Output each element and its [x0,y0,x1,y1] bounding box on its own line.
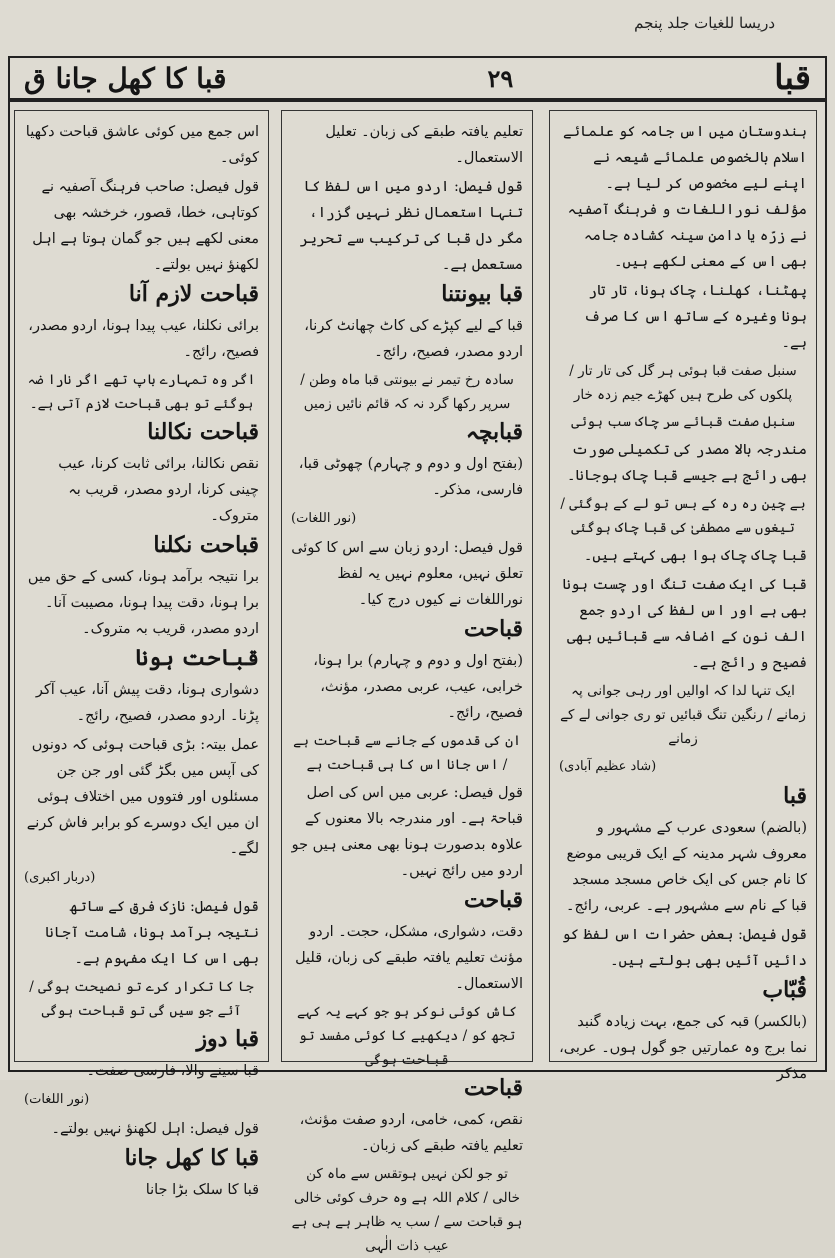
text-frame [8,100,827,1254]
page-number: ۲۹ [487,63,514,93]
paragraph: ہندوستان میں اس جامہ کو علمائے اسلام بالخصوص علمائے شیعہ نے اپنے لیے مخصوص کر لیا ہے۔ مؤلف نوراللغات و فرہنگ آصفیہ نے زرّہ یا دامنِ سینہ کشادہ جامہ بھی اس کے معنی لکھے ہیں۔ [563,124,807,270]
paragraph: قول فیصل: نازک فرق کے ساتھ نتیجہ برآمد ہونا، شامت آجانا بھی اس کا ایک مفہوم ہے۔ [45,899,259,967]
paragraph: اس جمع میں کوئی عاشق قباحت دکھیا کوئی۔ [25,124,259,166]
headword: قباحت نکلنا [153,532,259,558]
column-left [14,110,269,1198]
verse: تو جو لکن نہیں ہوتقس سے ماہ کن خالی / کلام اللہ ہے وہ حرف کوئی خالی ہو قباحت سے / سب یہ ظاہر ہے ہی ہے عیب ذات الٰہی [291,1166,523,1254]
verse: اگر وہ تمہارے باپ تھے اگر نارا ضہ ہوگئے تو بھی قباحت لازم آتی ہے۔ [27,372,256,412]
headword: قبا دوز [196,1026,259,1052]
headword: قبا بیونتنا [441,281,523,307]
paragraph: مندرجہ بالا مصدر کی تکمیلی صورت بھی رائج ہے جیسے قبا چاک ہوجانا۔ [566,442,807,484]
paragraph: قول فیصل: اہل لکھنؤ نہیں بولتے۔ [51,1121,259,1137]
headword: قباحت [463,887,523,913]
source-citation: (نور اللغات) [24,1092,90,1107]
verse: بے چین رہ رہ کے بس تو لے کے ہوگئی / تیغوں سے مصطفیٰ کی قبا چاک ہوگئی [560,496,806,536]
paragraph: قول فیصل: صاحب فرہنگ آصفیہ نے کوتاہی، خطا، قصور، خرخشہ بھی معنی لکھے ہیں جو گمان ہوتا ہے اہل لکھنؤ نہیں بولتے۔ [32,179,259,273]
headword: قُبّاب [762,977,807,1003]
headword: قباحت نکالنا [147,419,259,445]
headword: قباحت لازم آنا [128,281,259,307]
header-entry-end: قبا کا کھل جانا ق [24,61,227,95]
paragraph: قبا کے لیے کپڑے کی کاٹ چھانٹ کرنا، اردو مصدر، فصیح، رائج۔ [304,318,523,360]
paragraph: عمل بیتہ: بڑی قباحت ہوئی کہ دونوں کی آپس میں بگڑ گئی اور جن جن مسئلوں اور فتووں میں اختلاف ہوئی ان میں ایک دوسرے کو برابر فاش کرنے لگے۔ [26,737,259,857]
headword: قباحت [463,616,523,642]
paragraph: قبا کی ایک صفت تنگ اور چست ہونا بھی ہے اور اس لفظ کی اردو جمع الف نون کے اضافہ سے قبائیں بھی فصیح و رائج ہے۔ [562,577,807,671]
verse: سادہ رخ تیمر نے بیونتی قبا ماہ وطن / سرپر رکھا گرد نہ کہ قائم نائیں زمیں [300,372,514,412]
paragraph: قول فیصل: بعض حضرات اس لفظ کو دائیں آئیں بھی بولتے ہیں۔ [562,927,807,969]
paragraph: (بفتح اول و دوم و چہارم) برا ہونا، خرابی، عیب، عربی مصدر، مؤنث، فصیح، رائج۔ [313,653,523,721]
paragraph: نقص نکالنا، برائی ثابت کرنا، عیب چینی کرنا، اردو مصدر، قریب بہ متروک۔ [58,456,259,524]
paragraph: برائی نکلنا، عیب پیدا ہونا، اردو مصدر، فصیح، رائج۔ [28,318,259,360]
verse: ایک تنہا لدا کہ اوالیں اور رہی جوانی پہ زمانے / رنگین تنگ قبائیں تو ری جوانی لے کے زمانے [560,683,806,747]
paragraph: پھٹنا، کھلنا، چاک ہونا، تار تار ہونا وغیرہ کے ساتھ اس کا صرف ہے۔ [583,283,807,351]
paragraph: دشواری ہونا، دقت پیش آنا، عیب آکر پڑنا۔ اردو مصدر، فصیح، رائج۔ [35,682,259,724]
verse: جا کا تکرار کرے تو نصیحت ہوگی / آئے جو سیں گی تو قباحت ہوگی [29,979,254,1019]
page-header [8,56,827,100]
source-citation: (نور اللغات) [291,511,357,526]
verse: سنبل صفت قبائے سر چاک سب ہوئی [571,414,795,430]
paragraph: برا نتیجہ برآمد ہونا، کسی کے حق میں برا ہونا، دقت پیدا ہونا، مصیبت آنا۔ اردو مصدر، قریب بہ متروک۔ [27,569,259,637]
headword: قباحت ہونا [135,645,259,671]
paragraph: (بالکسر) قبہ کی جمع، بہت زیادہ گنبد نما برج وہ عمارتیں جو گول ہوں۔ عربی، مذکر [559,1014,807,1082]
paragraph: نقص، کمی، خامی، اردو صفت مؤنث، تعلیم یافتہ طبقے کی زبان۔ [299,1112,523,1154]
paragraph: قبا کا سلک بڑا جانا [145,1182,259,1198]
verse: سنبل صفت قبا ہوئی ہر گل کی تار تار / پلکوں کی طرح ہیں کھڑے جیم زدہ خار [569,363,797,403]
paragraph: قول فیصل: عربی میں اس کی اصل قباحۃ ہے۔ اور مندرجہ بالا معنوں کے علاوہ بدصورت ہونا بھی معنی ہیں جو اردو میں رائج نہیں۔ [291,785,523,879]
source-citation: (دربار اکبری) [24,870,96,885]
verse: ان کی قدموں کے جانے سے قباحت ہے / اس جانا اس کا ہی قباحت ہے [293,733,521,773]
headword: قبابچہ [465,419,523,445]
paragraph: قبا سینے والا، فارسی صفت۔ [86,1063,259,1079]
column-right [549,110,817,1082]
column-middle [281,110,533,1254]
volume-note: دریسا للغیات جلد پنجم [634,14,775,32]
paragraph: قبا چاک چاک ہوا بھی کہتے ہیں۔ [583,548,807,564]
paragraph: (بفتح اول و دوم و چہارم) چھوٹی قبا، فارسی، مذکر۔ [298,456,523,498]
paragraph: دقت، دشواری، مشکل، حجت۔ اردو مؤنث تعلیم یافتہ طبقے کی زبان، قلیل الاستعمال۔ [295,924,523,992]
paragraph: (بالضم) سعودی عرب کے مشہور و معروف شہر مدینہ کے ایک قریبی موضع کا نام جس کی ایک خاص مسجد مسجد قبا کے نام سے مشہور ہے۔ عربی، رائج۔ [565,820,807,914]
verse: کاش کوئی نوکر ہو جو کہے یہ کہے تجھ کو / دیکھیے کا کوئی مفسد تو قباحت ہوگی [297,1004,517,1068]
paragraph: قول فیصل: اردو میں اس لفظ کا تنہا استعمال نظر نہیں گزرا، مگر دل قبا کی ترکیب سے تحریر مستعمل ہے۔ [299,179,523,273]
headword: قبا [783,783,807,809]
headword: قباحت [463,1075,523,1101]
headword: قبا کا کھل جانا [124,1145,259,1171]
paragraph: قول فیصل: اردو زبان سے اس کا کوئی تعلق نہیں، معلوم نہیں یہ لفظ نوراللغات نے کیوں درج کیا۔ [291,540,523,608]
paragraph: تعلیم یافتہ طبقے کی زبان۔ تعلیل الاستعمال۔ [325,124,523,166]
source-citation: (شاد عظیم آبادی) [559,759,657,774]
header-entry-start: قبا [774,58,811,98]
